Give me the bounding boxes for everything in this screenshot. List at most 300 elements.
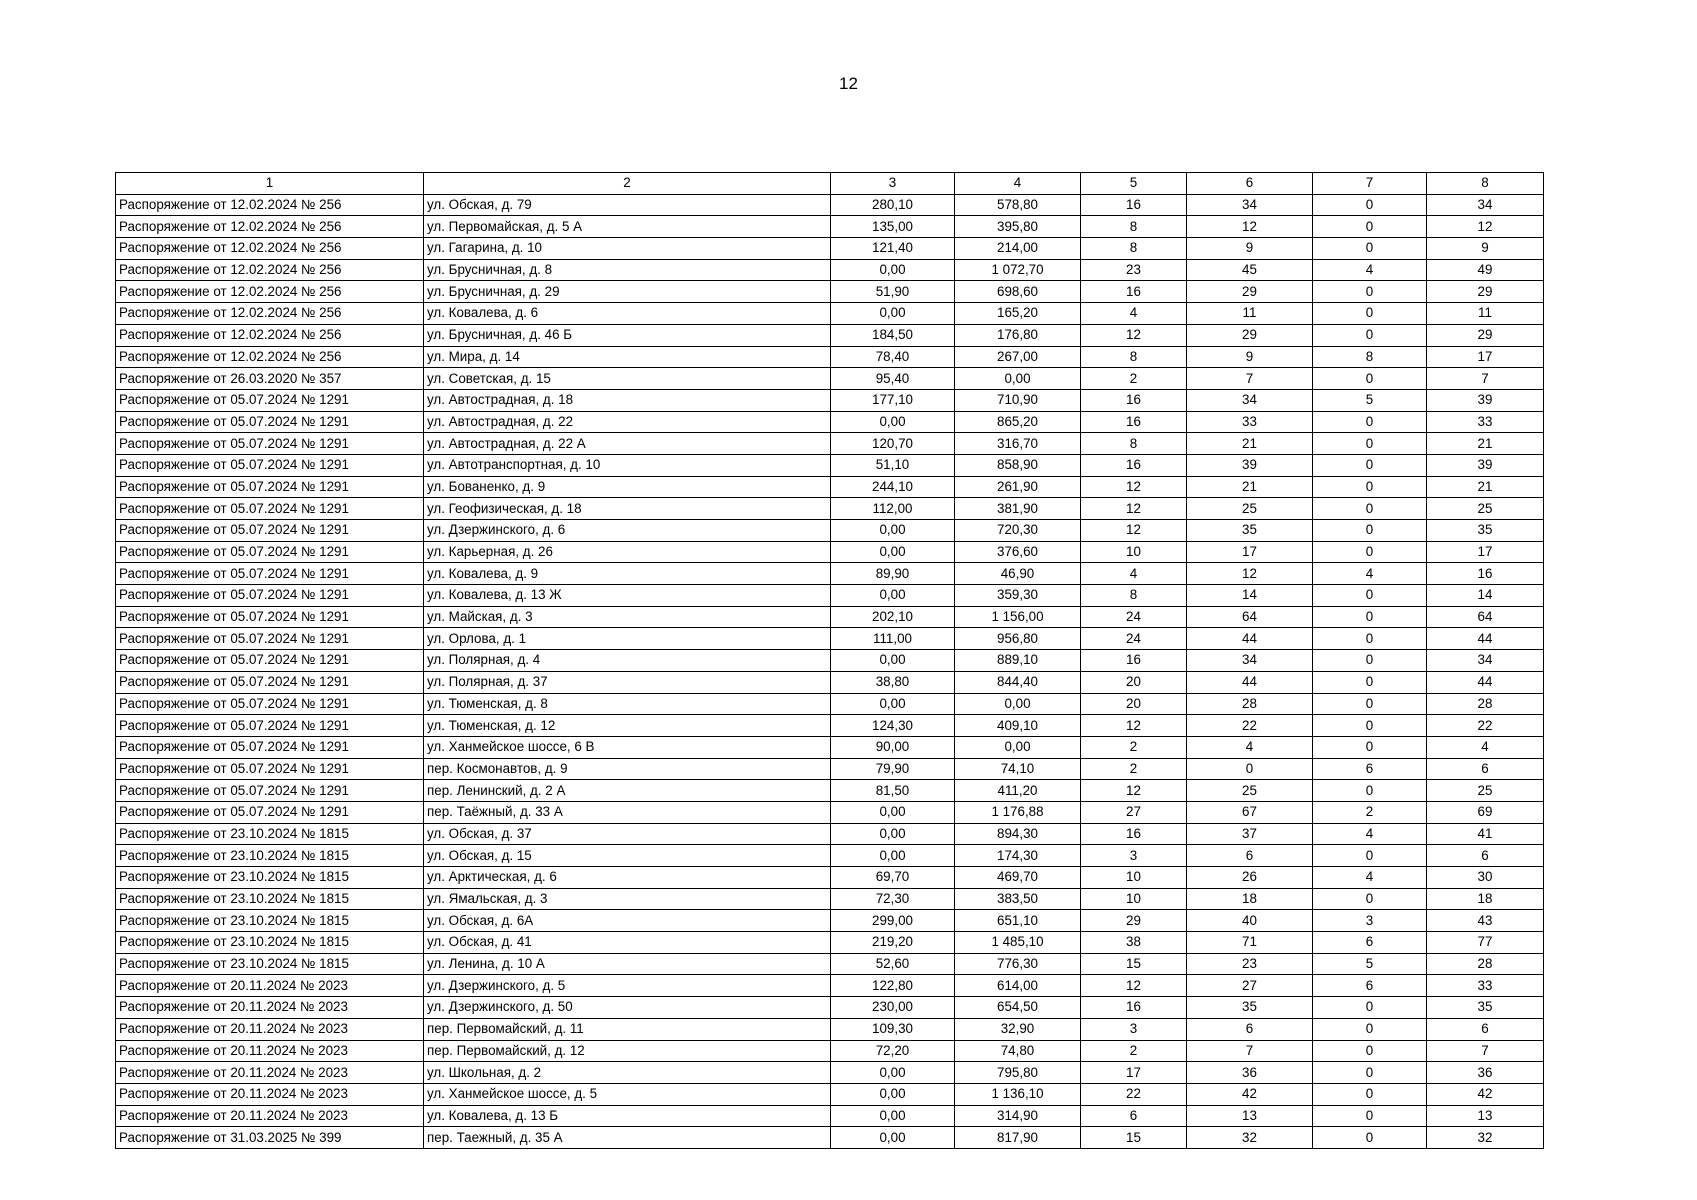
value-cell: 6 [1313, 975, 1427, 997]
value-cell: 1 136,10 [955, 1083, 1081, 1105]
value-cell: 26 [1187, 867, 1313, 889]
value-cell: 112,00 [831, 498, 955, 520]
document-cell: Распоряжение от 12.02.2024 № 256 [116, 194, 424, 216]
value-cell: 15 [1081, 953, 1187, 975]
value-cell: 244,10 [831, 476, 955, 498]
value-cell: 10 [1081, 541, 1187, 563]
value-cell: 0,00 [831, 1062, 955, 1084]
value-cell: 6 [1313, 932, 1427, 954]
table-row [116, 411, 1544, 433]
value-cell: 0 [1313, 1083, 1427, 1105]
table-row [116, 259, 1544, 281]
table-row [116, 932, 1544, 954]
table-row [116, 1127, 1544, 1149]
value-cell: 135,00 [831, 216, 955, 238]
value-cell: 24 [1081, 606, 1187, 628]
value-cell: 12 [1081, 975, 1187, 997]
table-row [116, 368, 1544, 390]
document-cell: Распоряжение от 23.10.2024 № 1815 [116, 888, 424, 910]
value-cell: 39 [1427, 454, 1544, 476]
table-row [116, 324, 1544, 346]
value-cell: 25 [1187, 498, 1313, 520]
table-row [116, 780, 1544, 802]
value-cell: 4 [1313, 563, 1427, 585]
value-cell: 0 [1313, 606, 1427, 628]
value-cell: 109,30 [831, 1018, 955, 1040]
value-cell: 4 [1313, 823, 1427, 845]
address-cell: ул. Геофизическая, д. 18 [424, 498, 831, 520]
value-cell: 176,80 [955, 324, 1081, 346]
value-cell: 0 [1313, 1018, 1427, 1040]
value-cell: 29 [1187, 281, 1313, 303]
value-cell: 230,00 [831, 997, 955, 1019]
table-row [116, 628, 1544, 650]
value-cell: 35 [1187, 520, 1313, 542]
value-cell: 35 [1427, 520, 1544, 542]
column-header: 6 [1187, 173, 1313, 195]
value-cell: 13 [1427, 1105, 1544, 1127]
address-cell: ул. Карьерная, д. 26 [424, 541, 831, 563]
value-cell: 865,20 [955, 411, 1081, 433]
value-cell: 44 [1427, 628, 1544, 650]
table-body [116, 173, 1544, 1149]
value-cell: 30 [1427, 867, 1544, 889]
value-cell: 34 [1187, 389, 1313, 411]
value-cell: 0,00 [955, 736, 1081, 758]
value-cell: 4 [1313, 259, 1427, 281]
table-row [116, 758, 1544, 780]
value-cell: 89,90 [831, 563, 955, 585]
table-row [116, 563, 1544, 585]
value-cell: 4 [1187, 736, 1313, 758]
value-cell: 124,30 [831, 715, 955, 737]
value-cell: 184,50 [831, 324, 955, 346]
document-cell: Распоряжение от 12.02.2024 № 256 [116, 346, 424, 368]
value-cell: 4 [1313, 867, 1427, 889]
value-cell: 16 [1081, 411, 1187, 433]
value-cell: 8 [1081, 238, 1187, 260]
value-cell: 17 [1427, 541, 1544, 563]
value-cell: 395,80 [955, 216, 1081, 238]
table-row [116, 693, 1544, 715]
table-row [116, 975, 1544, 997]
document-cell: Распоряжение от 05.07.2024 № 1291 [116, 671, 424, 693]
value-cell: 69 [1427, 801, 1544, 823]
document-cell: Распоряжение от 20.11.2024 № 2023 [116, 997, 424, 1019]
address-cell: ул. Тюменская, д. 12 [424, 715, 831, 737]
value-cell: 37 [1187, 823, 1313, 845]
value-cell: 0 [1313, 1062, 1427, 1084]
table-row [116, 671, 1544, 693]
value-cell: 0,00 [831, 303, 955, 325]
value-cell: 0 [1313, 628, 1427, 650]
value-cell: 29 [1427, 324, 1544, 346]
document-cell: Распоряжение от 05.07.2024 № 1291 [116, 585, 424, 607]
value-cell: 614,00 [955, 975, 1081, 997]
address-cell: ул. Автострадная, д. 18 [424, 389, 831, 411]
document-cell: Распоряжение от 20.11.2024 № 2023 [116, 1018, 424, 1040]
value-cell: 0 [1313, 281, 1427, 303]
value-cell: 16 [1081, 454, 1187, 476]
value-cell: 469,70 [955, 867, 1081, 889]
document-cell: Распоряжение от 05.07.2024 № 1291 [116, 520, 424, 542]
table-row [116, 1062, 1544, 1084]
value-cell: 51,90 [831, 281, 955, 303]
value-cell: 314,90 [955, 1105, 1081, 1127]
document-cell: Распоряжение от 05.07.2024 № 1291 [116, 606, 424, 628]
document-cell: Распоряжение от 20.11.2024 № 2023 [116, 1083, 424, 1105]
value-cell: 0 [1313, 498, 1427, 520]
value-cell: 121,40 [831, 238, 955, 260]
address-cell: ул. Ямальская, д. 3 [424, 888, 831, 910]
address-cell: ул. Гагарина, д. 10 [424, 238, 831, 260]
value-cell: 32 [1427, 1127, 1544, 1149]
value-cell: 4 [1427, 736, 1544, 758]
value-cell: 44 [1187, 628, 1313, 650]
address-cell: ул. Мира, д. 14 [424, 346, 831, 368]
value-cell: 32,90 [955, 1018, 1081, 1040]
value-cell: 280,10 [831, 194, 955, 216]
address-cell: ул. Тюменская, д. 8 [424, 693, 831, 715]
value-cell: 8 [1081, 585, 1187, 607]
value-cell: 0,00 [831, 650, 955, 672]
value-cell: 0 [1313, 1040, 1427, 1062]
value-cell: 2 [1313, 801, 1427, 823]
value-cell: 46,90 [955, 563, 1081, 585]
value-cell: 11 [1187, 303, 1313, 325]
table-row [116, 953, 1544, 975]
document-cell: Распоряжение от 05.07.2024 № 1291 [116, 780, 424, 802]
document-cell: Распоряжение от 05.07.2024 № 1291 [116, 541, 424, 563]
value-cell: 28 [1187, 693, 1313, 715]
value-cell: 16 [1081, 281, 1187, 303]
value-cell: 7 [1427, 1040, 1544, 1062]
table-row [116, 823, 1544, 845]
document-cell: Распоряжение от 05.07.2024 № 1291 [116, 454, 424, 476]
value-cell: 95,40 [831, 368, 955, 390]
value-cell: 4 [1081, 563, 1187, 585]
value-cell: 22 [1427, 715, 1544, 737]
value-cell: 16 [1081, 650, 1187, 672]
value-cell: 8 [1081, 216, 1187, 238]
value-cell: 0,00 [831, 411, 955, 433]
value-cell: 2 [1081, 736, 1187, 758]
table-row [116, 194, 1544, 216]
value-cell: 7 [1427, 368, 1544, 390]
value-cell: 0 [1313, 324, 1427, 346]
value-cell: 10 [1081, 888, 1187, 910]
value-cell: 0,00 [831, 1127, 955, 1149]
value-cell: 38 [1081, 932, 1187, 954]
value-cell: 6 [1081, 1105, 1187, 1127]
table-row [116, 303, 1544, 325]
value-cell: 0 [1187, 758, 1313, 780]
document-cell: Распоряжение от 23.10.2024 № 1815 [116, 953, 424, 975]
value-cell: 32 [1187, 1127, 1313, 1149]
value-cell: 409,10 [955, 715, 1081, 737]
table-row [116, 476, 1544, 498]
value-cell: 0 [1313, 454, 1427, 476]
value-cell: 8 [1313, 346, 1427, 368]
document-cell: Распоряжение от 05.07.2024 № 1291 [116, 411, 424, 433]
value-cell: 43 [1427, 910, 1544, 932]
table-row [116, 801, 1544, 823]
table-header-row [116, 173, 1544, 195]
value-cell: 1 072,70 [955, 259, 1081, 281]
value-cell: 14 [1427, 585, 1544, 607]
value-cell: 0 [1313, 238, 1427, 260]
value-cell: 33 [1187, 411, 1313, 433]
value-cell: 20 [1081, 693, 1187, 715]
value-cell: 2 [1081, 368, 1187, 390]
value-cell: 776,30 [955, 953, 1081, 975]
table-row [116, 650, 1544, 672]
value-cell: 17 [1427, 346, 1544, 368]
table-row [116, 845, 1544, 867]
value-cell: 74,10 [955, 758, 1081, 780]
address-cell: ул. Обская, д. 15 [424, 845, 831, 867]
value-cell: 29 [1187, 324, 1313, 346]
value-cell: 0 [1313, 368, 1427, 390]
value-cell: 651,10 [955, 910, 1081, 932]
document-cell: Распоряжение от 20.11.2024 № 2023 [116, 975, 424, 997]
address-cell: пер. Первомайский, д. 12 [424, 1040, 831, 1062]
value-cell: 177,10 [831, 389, 955, 411]
table-row [116, 888, 1544, 910]
document-cell: Распоряжение от 20.11.2024 № 2023 [116, 1062, 424, 1084]
value-cell: 27 [1081, 801, 1187, 823]
value-cell: 0 [1313, 194, 1427, 216]
document-cell: Распоряжение от 20.11.2024 № 2023 [116, 1040, 424, 1062]
address-cell: ул. Ханмейское шоссе, 6 В [424, 736, 831, 758]
value-cell: 25 [1187, 780, 1313, 802]
table-row [116, 541, 1544, 563]
address-cell: ул. Обская, д. 6А [424, 910, 831, 932]
data-table [115, 172, 1544, 1149]
value-cell: 0,00 [831, 1105, 955, 1127]
address-cell: ул. Дзержинского, д. 5 [424, 975, 831, 997]
value-cell: 0 [1313, 520, 1427, 542]
document-cell: Распоряжение от 05.07.2024 № 1291 [116, 628, 424, 650]
document-cell: Распоряжение от 05.07.2024 № 1291 [116, 476, 424, 498]
value-cell: 6 [1427, 1018, 1544, 1040]
value-cell: 383,50 [955, 888, 1081, 910]
value-cell: 34 [1427, 194, 1544, 216]
table-row [116, 585, 1544, 607]
value-cell: 79,90 [831, 758, 955, 780]
document-cell: Распоряжение от 05.07.2024 № 1291 [116, 650, 424, 672]
document-cell: Распоряжение от 23.10.2024 № 1815 [116, 845, 424, 867]
address-cell: ул. Ханмейское шоссе, д. 5 [424, 1083, 831, 1105]
value-cell: 122,80 [831, 975, 955, 997]
value-cell: 710,90 [955, 389, 1081, 411]
value-cell: 0 [1313, 476, 1427, 498]
address-cell: ул. Школьная, д. 2 [424, 1062, 831, 1084]
value-cell: 28 [1427, 953, 1544, 975]
table-row [116, 606, 1544, 628]
value-cell: 0 [1313, 650, 1427, 672]
value-cell: 40 [1187, 910, 1313, 932]
value-cell: 3 [1081, 1018, 1187, 1040]
value-cell: 5 [1313, 389, 1427, 411]
value-cell: 376,60 [955, 541, 1081, 563]
value-cell: 120,70 [831, 433, 955, 455]
document-cell: Распоряжение от 23.10.2024 № 1815 [116, 932, 424, 954]
value-cell: 49 [1427, 259, 1544, 281]
table-row [116, 238, 1544, 260]
document-cell: Распоряжение от 05.07.2024 № 1291 [116, 498, 424, 520]
address-cell: ул. Обская, д. 79 [424, 194, 831, 216]
value-cell: 0 [1313, 585, 1427, 607]
value-cell: 795,80 [955, 1062, 1081, 1084]
value-cell: 2 [1081, 1040, 1187, 1062]
value-cell: 9 [1187, 346, 1313, 368]
value-cell: 10 [1081, 867, 1187, 889]
value-cell: 12 [1081, 324, 1187, 346]
value-cell: 29 [1081, 910, 1187, 932]
address-cell: ул. Брусничная, д. 8 [424, 259, 831, 281]
value-cell: 165,20 [955, 303, 1081, 325]
value-cell: 35 [1427, 997, 1544, 1019]
table-row [116, 454, 1544, 476]
address-cell: ул. Бованенко, д. 9 [424, 476, 831, 498]
value-cell: 33 [1427, 411, 1544, 433]
value-cell: 0 [1313, 715, 1427, 737]
value-cell: 316,70 [955, 433, 1081, 455]
value-cell: 12 [1081, 476, 1187, 498]
table-row [116, 997, 1544, 1019]
value-cell: 0,00 [831, 520, 955, 542]
value-cell: 578,80 [955, 194, 1081, 216]
value-cell: 71 [1187, 932, 1313, 954]
value-cell: 12 [1081, 780, 1187, 802]
value-cell: 72,20 [831, 1040, 955, 1062]
value-cell: 6 [1187, 845, 1313, 867]
table-row [116, 216, 1544, 238]
document-cell: Распоряжение от 05.07.2024 № 1291 [116, 693, 424, 715]
value-cell: 16 [1427, 563, 1544, 585]
value-cell: 78,40 [831, 346, 955, 368]
value-cell: 4 [1081, 303, 1187, 325]
address-cell: ул. Полярная, д. 4 [424, 650, 831, 672]
value-cell: 28 [1427, 693, 1544, 715]
value-cell: 844,40 [955, 671, 1081, 693]
value-cell: 90,00 [831, 736, 955, 758]
value-cell: 9 [1427, 238, 1544, 260]
value-cell: 214,00 [955, 238, 1081, 260]
document-cell: Распоряжение от 20.11.2024 № 2023 [116, 1105, 424, 1127]
document-cell: Распоряжение от 12.02.2024 № 256 [116, 303, 424, 325]
value-cell: 17 [1081, 1062, 1187, 1084]
address-cell: ул. Ковалева, д. 9 [424, 563, 831, 585]
value-cell: 0,00 [831, 1083, 955, 1105]
value-cell: 44 [1187, 671, 1313, 693]
value-cell: 0 [1313, 671, 1427, 693]
value-cell: 24 [1081, 628, 1187, 650]
value-cell: 77 [1427, 932, 1544, 954]
value-cell: 72,30 [831, 888, 955, 910]
value-cell: 21 [1427, 433, 1544, 455]
value-cell: 41 [1427, 823, 1544, 845]
table-row [116, 1040, 1544, 1062]
value-cell: 52,60 [831, 953, 955, 975]
value-cell: 956,80 [955, 628, 1081, 650]
value-cell: 0,00 [831, 823, 955, 845]
value-cell: 381,90 [955, 498, 1081, 520]
table-row [116, 736, 1544, 758]
value-cell: 42 [1187, 1083, 1313, 1105]
value-cell: 34 [1187, 650, 1313, 672]
column-header: 8 [1427, 173, 1544, 195]
value-cell: 0 [1313, 845, 1427, 867]
address-cell: пер. Таежный, д. 35 А [424, 1127, 831, 1149]
value-cell: 64 [1427, 606, 1544, 628]
address-cell: пер. Первомайский, д. 11 [424, 1018, 831, 1040]
address-cell: ул. Советская, д. 15 [424, 368, 831, 390]
value-cell: 16 [1081, 997, 1187, 1019]
value-cell: 654,50 [955, 997, 1081, 1019]
value-cell: 29 [1427, 281, 1544, 303]
document-cell: Распоряжение от 23.10.2024 № 1815 [116, 910, 424, 932]
column-header: 4 [955, 173, 1081, 195]
value-cell: 12 [1187, 216, 1313, 238]
value-cell: 18 [1187, 888, 1313, 910]
value-cell: 74,80 [955, 1040, 1081, 1062]
value-cell: 0 [1313, 541, 1427, 563]
value-cell: 6 [1313, 758, 1427, 780]
value-cell: 27 [1187, 975, 1313, 997]
table-row [116, 715, 1544, 737]
value-cell: 17 [1187, 541, 1313, 563]
address-cell: ул. Полярная, д. 37 [424, 671, 831, 693]
document-cell: Распоряжение от 12.02.2024 № 256 [116, 324, 424, 346]
value-cell: 0,00 [955, 368, 1081, 390]
value-cell: 0 [1313, 411, 1427, 433]
document-cell: Распоряжение от 23.10.2024 № 1815 [116, 867, 424, 889]
value-cell: 42 [1427, 1083, 1544, 1105]
address-cell: ул. Орлова, д. 1 [424, 628, 831, 650]
value-cell: 0 [1313, 736, 1427, 758]
value-cell: 0 [1313, 1127, 1427, 1149]
page-number: 12 [839, 74, 858, 93]
document-cell: Распоряжение от 12.02.2024 № 256 [116, 238, 424, 260]
address-cell: ул. Обская, д. 37 [424, 823, 831, 845]
value-cell: 18 [1427, 888, 1544, 910]
value-cell: 0 [1313, 888, 1427, 910]
value-cell: 174,30 [955, 845, 1081, 867]
value-cell: 21 [1427, 476, 1544, 498]
column-header: 5 [1081, 173, 1187, 195]
value-cell: 1 156,00 [955, 606, 1081, 628]
document-cell: Распоряжение от 12.02.2024 № 256 [116, 259, 424, 281]
value-cell: 36 [1427, 1062, 1544, 1084]
table-row [116, 1083, 1544, 1105]
value-cell: 16 [1081, 389, 1187, 411]
table-row [116, 281, 1544, 303]
address-cell: ул. Ковалева, д. 13 Б [424, 1105, 831, 1127]
value-cell: 34 [1427, 650, 1544, 672]
value-cell: 858,90 [955, 454, 1081, 476]
value-cell: 39 [1187, 454, 1313, 476]
address-cell: ул. Арктическая, д. 6 [424, 867, 831, 889]
value-cell: 67 [1187, 801, 1313, 823]
value-cell: 0,00 [831, 845, 955, 867]
value-cell: 22 [1081, 1083, 1187, 1105]
document-cell: Распоряжение от 23.10.2024 № 1815 [116, 823, 424, 845]
table-row [116, 1018, 1544, 1040]
value-cell: 111,00 [831, 628, 955, 650]
value-cell: 7 [1187, 1040, 1313, 1062]
